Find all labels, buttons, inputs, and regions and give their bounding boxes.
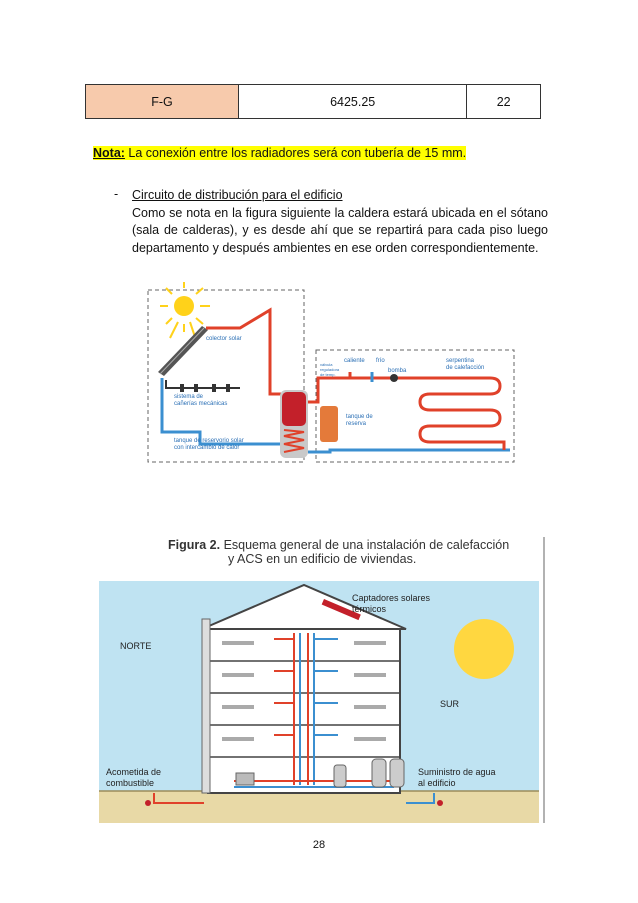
pump-icon	[390, 374, 398, 382]
label-serpentina-2: de calefacción	[446, 365, 485, 371]
table-cell-value: 6425.25	[239, 85, 467, 119]
reserve-tank-icon	[320, 406, 338, 442]
solar-circuit-diagram	[140, 282, 520, 472]
label-caliente: caliente	[344, 358, 365, 364]
label-tanque-2: con intercambio de calor	[174, 445, 240, 451]
note-label: Nota:	[93, 146, 125, 160]
label-serpentina: serpentina	[446, 358, 475, 364]
bullet-heading: Circuito de distribución para el edificio	[132, 188, 343, 202]
label-reserva-2: reserva	[346, 421, 367, 427]
label-sur: SUR	[440, 699, 460, 709]
table-cell-section: F-G	[86, 85, 239, 119]
label-norte: NORTE	[120, 641, 152, 651]
table-cell-count: 22	[467, 85, 541, 119]
bullet-paragraph	[132, 187, 548, 257]
table-row	[86, 85, 541, 119]
label-bomba: bomba	[388, 368, 407, 374]
ground	[99, 791, 539, 823]
note-text: La conexión entre los radiadores será con tubería de 15 mm.	[124, 146, 467, 160]
bullet-marker: -	[114, 187, 119, 201]
label-sistema: sistema de	[174, 394, 204, 400]
label-sistema-2: cañerías mecánicas	[174, 401, 228, 407]
label-acometida-2: combustible	[106, 778, 155, 788]
label-valvula-2: reguladora	[320, 367, 340, 372]
label-valvula: válvula	[320, 362, 333, 367]
figure2-title: Esquema general de una instalación de calefacción	[220, 538, 510, 552]
sun-icon	[454, 619, 514, 679]
figure2-title-bold: Figura 2.	[168, 538, 221, 552]
solar-tank-icon	[280, 390, 308, 458]
svg-text:Figura 2. Esquema general de u	[168, 538, 509, 552]
label-captadores: Captadores solares	[352, 593, 431, 603]
data-table	[85, 84, 541, 119]
page-number: 28	[312, 839, 326, 851]
label-reserva: tanque de	[346, 414, 373, 420]
label-acometida: Acometida de	[106, 767, 162, 777]
label-tanque: tanque de reservorio solar	[174, 438, 244, 444]
label-valvula-3: de temp.	[320, 372, 336, 377]
label-frio: frío	[376, 358, 385, 364]
bullet-body: Como se nota en la figura siguiente la caldera estará ubicada en el sótano (sala de calderas), y es desde ahí que se repartirá para cada piso luego departamento y después ambientes en ese orden correspondientemente.	[132, 205, 548, 255]
note	[93, 146, 466, 160]
label-colector: colector solar	[206, 336, 242, 342]
label-suministro: Suministro de agua	[418, 767, 496, 777]
label-captadores-2: térmicos	[352, 604, 387, 614]
figure2-title-line2: y ACS en un edificio de viviendas.	[228, 552, 417, 566]
label-suministro-2: al edificio	[418, 778, 456, 788]
building-heating-diagram	[94, 523, 548, 823]
